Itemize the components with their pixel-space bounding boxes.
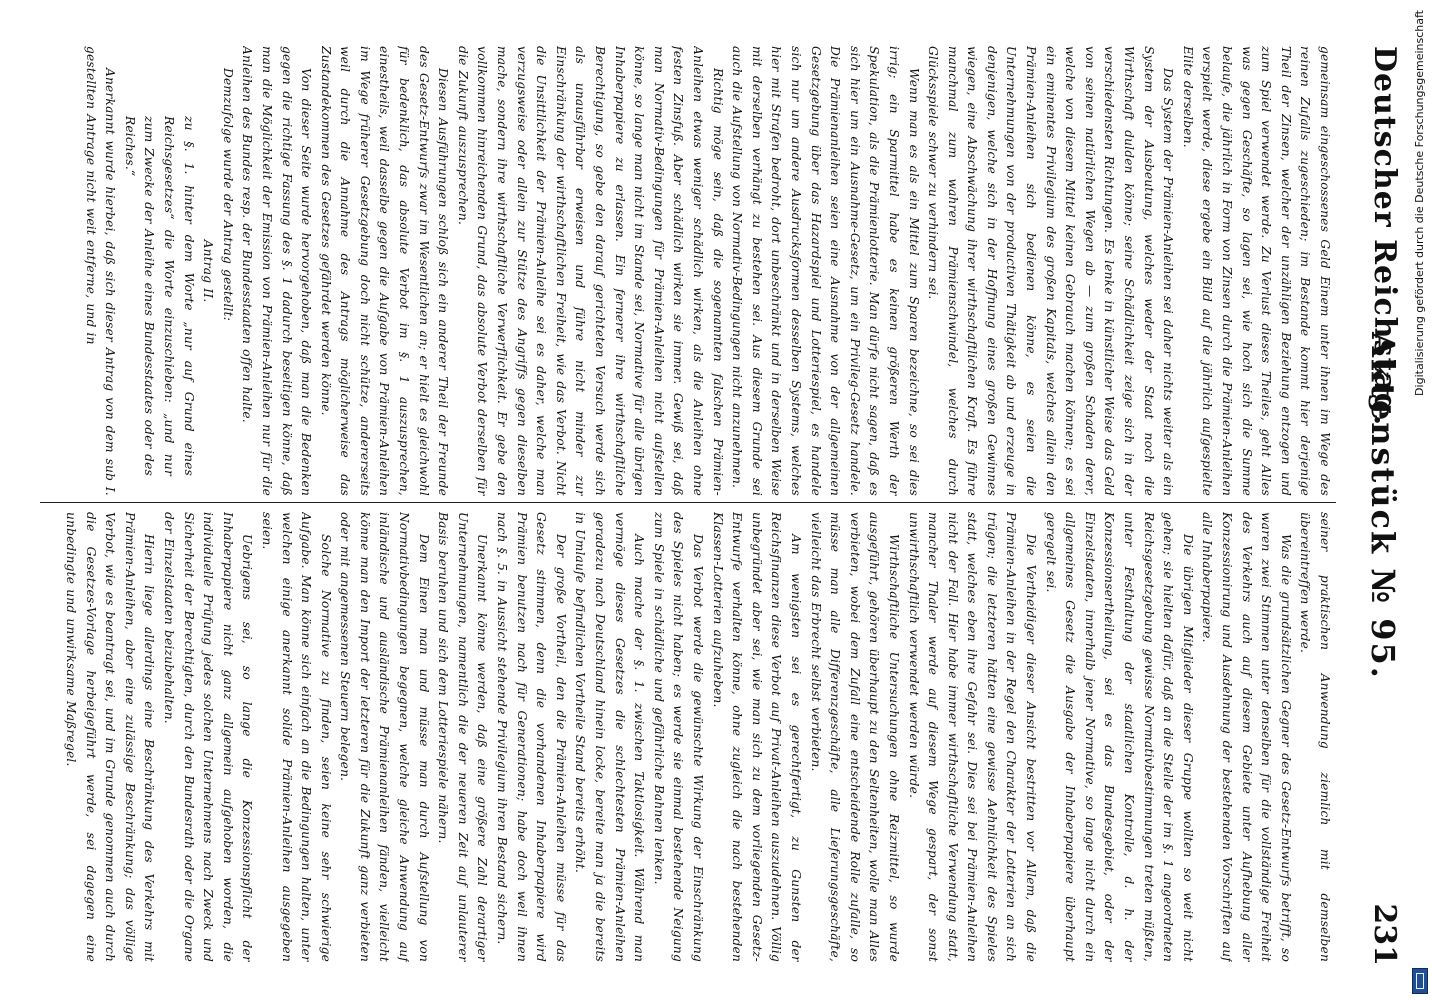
paragraph: Wirthschaftliche Untersuchungen ohne Reizmittel, so wurde ausgeführt, gehören überhaupt zu den Seltenheiten, wolle man Alles verbieten, wobei dem Zufall eine entscheidende Rolle zufalle, so müsse man alle Differenzgeschäfte, alle Lieferungsgeschäfte, vielleicht das Erbrecht selbst verbieten. [808, 512, 901, 962]
paragraph: Diesen Ausführungen schloß sich ein anderer Theil der Freunde des Gesetz-Entwurfs zwar im Wesentlichen an; er hielt es gleichwohl für bedenklich, das absolute Verbot im §. 1 auszusprechen, einestheils, weil dasselbe gegen die Aufgabe von Prämien-Anleihen im Wege früherer Gesetzgebung doch nicht schütze, andererseits weil durch die Annahme des Antrags möglicherweise das Zustandekommen des Gesetzes gefährdet werden könne. [318, 46, 451, 496]
credit-text: Digitalisierung gefördert durch die Deutsche Forschungsgemeinschaft [1413, 10, 1426, 396]
paragraph: Anerkannt wurde hierbei, daß sich dieser Antrag von dem sub I. gestellten Antrage nicht weit entferne, und in [83, 46, 118, 496]
digitization-credit [1412, 10, 1428, 990]
paragraph: Von dieser Seite wurde hervorgehoben, daß man die Bedenken gegen die richtige Fassung des §. 1 dadurch beseitigen könne, daß man die Möglichkeit der Emission von Prämien-Anleihen nur für die Anleihen des Bundes resp. der Bundesstaaten offen halte. [240, 46, 314, 496]
paragraph: Das Verbot werde die gewünschte Wirkung der Einschränkung des Spieles nicht haben; es werde sie einmal bestehende Neigung zum Spiele in schädliche und gefährliche Bahnen lenken. [651, 512, 705, 962]
paragraph: Der große Vortheil, den die Prämien-Anleihen müsse für das Gesetz stimmen, denn die vorhandenen Inhaberpapiere wird Prämien benutzen nach für Generationen; habe doch weil ihnen nach §. 5. in Aussicht stehende Privilegium ihren Bestand sichern. [495, 512, 568, 962]
motion-text: zu §. 1. hinter dem Worte „nur auf Grund eines Reichsgesetzes“ die Worte einzuschieben: „und nur zum Zwecke der Anleihe eines Bundesstaates oder des Reiches.“ [122, 116, 196, 476]
paragraph: Am wenigsten sei es gerechtfertigt, zu Gunsten der Reichsfinanzen diese Verbot auf Privat-Anleihen auszudehnen. Völlig unbegründet aber sei, wie man sich zu dem vorliegenden Gesetz-Entwurfe verhalten könne, ohne zugleich die nach bestehenden Klassen-Lotterien aufzuheben. [710, 512, 803, 962]
motion-heading: Antrag II. [201, 239, 216, 303]
paragraph: seiner praktischen Anwendung ziemlich mit demselben übereintreffen werde. [1298, 512, 1332, 962]
paragraph: Hierin liege allerdings eine Beschränkung des Verkehrs mit Prämien-Anleihen, aber eine zulässige Beschränkung; das völlige Verbot, wie es beantragt sei, und im Grunde genommen auch durch die Gesetzes-Vorlage herbeigeführt werde, sei dagegen eine unbedingte und unwirksame Maßregel. [64, 512, 157, 962]
paragraph: Auch mache der §. 1. zwischen Taktlosigkeit. Während man vermöge dieses Gesetzes die schlechtesten Prämien-Anleihen geradezu nach Deutschland hinein locke, bereite man ja die bereits in Umlaufe befindlichen Vortheile Stand bereits erhöht. [573, 512, 647, 962]
paragraph: Das System der Prämien-Anleihen sei daher nichts weiter als ein System der Ausbeutung, welches weder der Staat noch die Wirthschaft dulden könne; seine Schädlichkeit zeige sich in der verschiedensten Richtungen. Es lenke in künstlicher Weise das Geld von seinen natürlichen Wegen ab — zum großen Schaden derer, welche von diesem Mittel keinen Gebrauch machen können; es sei ein eminentes Privilegium des großen Kapitals, welches allein den Prämien-Anleihen sich bedienen könne, es seien die Unternehmungen von der productiven Thätigkeit ab und erzeuge in denjenigen, welche sich in der Hoffnung eines großen Gewinnes wiegen, eine Abschwächung ihrer wirthschaftlichen Kraft. Es führe manchmal zum wahren Prämienschwindel, welches durch Glücksspiele schwer zu verhindern sei. [926, 46, 1176, 496]
paragraph: Die Vertheidiger dieser Ansicht bestritten vor Allem, daß die Prämien-Anleihen in der Regel den Charakter der Lotterien an sich trügen; die letzteren hätten eine gewisse Aehnlichkeit des Spieles statt, welches eben ihre Gefahr sei. Dies sei bei Prämien-Anleihen nicht der Fall. Hier habe immer wirthschaftliche Verwendung statt, mancher Thaler werde auf diesem Wege gespart, der sonst unwirthschaftlich verwendet werden würde. [906, 512, 1039, 962]
header-title: Deutscher Reichstag. [1367, 46, 1402, 427]
paragraph: Dem Einen man und müsse man durch Aufstellung von Normativbedingungen begegnen, welche gleiche Anwendung auf inländische und ausländische Prämienanleihen fänden, vielleicht könne man den Import der letzteren für die Zukunft ganz verbieten oder mit angemessenen Steuern belegen. [338, 512, 431, 962]
left-column [34, 46, 1334, 496]
paragraph: Solche Normative zu finden, seien keine sehr schwierige Aufgabe. Man könne sich einfach an die Bedingungen halten, unter welchen einige anerkannt solide Prämien-Anleihen ausgegeben seien. [259, 512, 333, 962]
paragraph: Was die grundsätzlichen Gegner des Gesetz-Entwurfs betrifft, so waren zwei Stimmen unter denselben für die vollständige Freiheit des Verkehrs auch auf diesem Gebiete unter Aufhebung aller Konzessionirung und Ausdehnung der bestehenden Vorschriften auf alle Inhaberpapiere. [1200, 512, 1293, 962]
paragraph: Unerkannt könne werden, daß eine größere Zahl derartiger Unternehmungen, namentlich die der neueren Zeit auf unlauterer Basis beruhen und sich dem Lotteriespiele nähern. [436, 512, 490, 962]
paragraph: Wenn man es als ein Mittel zum Sparen bezeichne, so sei dies irrig; ein Sparmittel habe es keinen größeren Werth der Spekulation, als die Prämienlotterie. Man dürfe nicht sagen, daß es sich hier um ein Ausnahme-Gesetz, um ein Privileg-Gesetz handele. Die Prämienanleihen seien eine Ausnahme von der allgemeinen Gesetzgebung über das Hazardspiel und Lotteriespiel, es handele sich nur um andere Ausdrucksformen desselben Systems, welches hier mit Strafen bedroht, dort unbeschränkt und in derselben Weise mit derselben verhängt zu bestehen sei. Aus diesem Grunde sei auch die Aufstellung von Normativ-Bedingungen nicht anzunehmen. [730, 46, 921, 496]
document-number: Aktenstück № 95. [1364, 332, 1402, 680]
paragraph: Die übrigen Mitglieder dieser Gruppe wollten so weit nicht gehen; sie hielten dafür, daß an die Stelle der im §. 1 angeordneten Reichsgesetzgebung gewisse Normativbestimmungen treten müßten, unter Festhaltung der staatlichen Kontrolle, d. h. der Konzessionsertheilung, sei es das Bundesgebiet, oder der Einzelstaaten, innerhalb jener Normative, so lange nicht durch ein allgemeines Gesetz die Ausgabe der Inhaberpapiere überhaupt geregelt sei. [1043, 512, 1195, 962]
right-column [34, 512, 1334, 962]
paragraph: Demzufolge wurde der Antrag gestellt: [220, 68, 235, 322]
paragraph: Uebrigens sei, so lange die Konzessionspflicht der Inhaberpapiere nicht ganz allgemein aufgehoben worden, die individuelle Prüfung jedes solchen Unternehmens nach Zweck und Sicherheit der Berechtigten, durch den Bundesrath oder die Organe der Einzelstaaten beizubehalten. [161, 512, 255, 962]
page-header [1344, 46, 1408, 966]
column-divider [40, 502, 1336, 503]
paragraph: Richtig möge sein, daß die sogenannten falschen Prämien-Anleihen etwas weniger schädlich wirken, als die Anleihen ohne festen Zinsfuß. Aber schädlich wirken sie immer. Gewiß sei, daß man Normativ-Bedingungen für Prämien-Anleihen nicht aufstellen könne, so lange man nicht im Stande sei, Normative für alle übrigen Inhaberpapiere zu erlassen. Ein fernerer ihre wirthschaftliche Berechtigung, so gebe den darauf gerichteten Versuch werde sich als unausführbar erweisen und führe nicht minder zur Einschränkung der wirthschaftlichen Freiheit, wie das Verbot. Nicht die Unsittlichkeit der Prämien-Anleihe sei es daher, welche man verzugsweise oder allein zur Stütze des Angriffs gegen dieselben mache, sondern ihre wirthschaftliche Verwerflichkeit. Er gebe den vollkommen hinreichenden Grund, das absolute Verbot derselben für die Zukunft auszusprechen. [455, 46, 725, 496]
dfg-logo [1412, 968, 1428, 994]
paragraph: gemeinsam eingeschossenes Geld Einem unter ihnen im Wege des reinen Zufalls zugeschieden; im Bestande kommt hier derjenige Theil der Zinsen, welcher der unzähligen Beziehung entzogen und zum Spiel verwendet werde. Zu Verlust dieses Theiles, geht Alles was gegen Geschäfte, so lagen sei, wie hoch sich die Summe belaufe, die jährlich in Form von Zinsen durch die Prämien-Anleihen verspielt werde, diese ergebe ein Bild auf die jährlich aufgespielte Elite derselben. [1180, 46, 1332, 496]
page-number: 231 [1367, 903, 1402, 966]
